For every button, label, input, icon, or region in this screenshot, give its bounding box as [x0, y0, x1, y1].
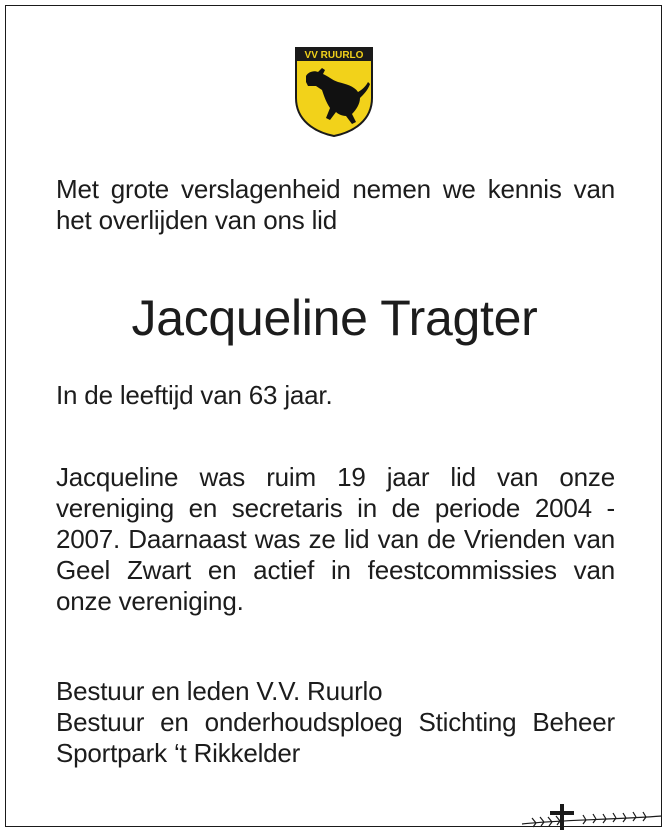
cross-and-palm-ornament-icon — [516, 800, 666, 832]
intro-line-1: Met grote verslagenheid nemen we kennis van — [56, 174, 615, 204]
tribute-line-2: vereniging en secretaris in de periode 2004 - — [56, 493, 615, 523]
intro-text — [56, 174, 615, 236]
tribute-line-4: Geel Zwart en actief in feestcommissies van — [56, 555, 615, 585]
deceased-name: Jacqueline Tragter — [131, 290, 538, 346]
intro-line-2: het overlijden van ons lid — [56, 205, 337, 235]
signatory-line-2: Bestuur en onderhoudsploeg Stichting Beheer — [56, 707, 615, 737]
tribute-line-3: 2007. Daarnaast was ze lid van de Vrienden van — [56, 524, 615, 554]
tribute-text — [56, 462, 615, 617]
signatory-line-3: Sportpark ‘t Rikkelder — [56, 738, 301, 768]
signatory-line-1: Bestuur en leden V.V. Ruurlo — [56, 676, 383, 706]
tribute-line-1: Jacqueline was ruim 19 jaar lid van onze — [56, 462, 615, 492]
club-logo — [294, 46, 374, 138]
signatories — [56, 676, 615, 769]
age-line: In de leeftijd van 63 jaar. — [56, 380, 333, 410]
tribute-line-5: onze vereniging. — [56, 586, 244, 616]
club-logo-text: VV RUURLO — [304, 50, 364, 61]
cross-icon — [550, 804, 574, 830]
